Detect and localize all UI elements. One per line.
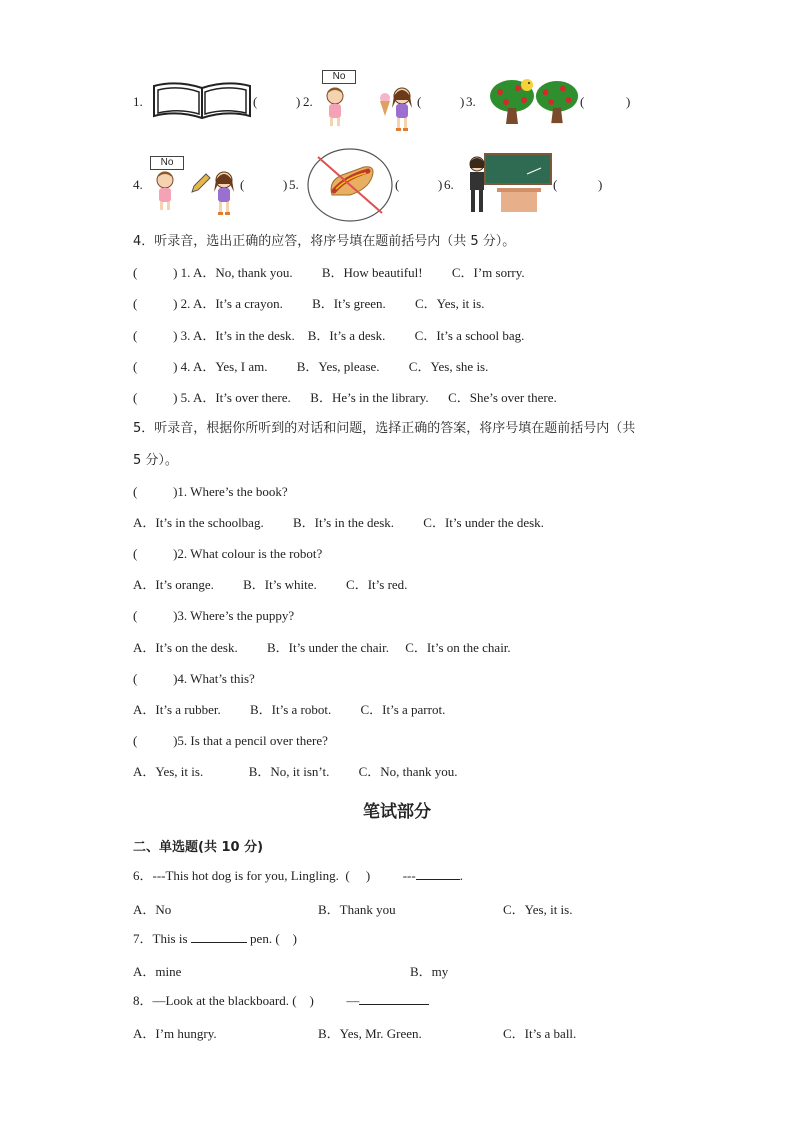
pic-q3-paren-close: ) xyxy=(626,94,631,109)
pic-q2-paren-close: ) xyxy=(460,94,465,109)
q7-option-a: A．mine xyxy=(133,964,182,979)
pic-q6-paren-close: ) xyxy=(598,177,603,192)
section4-item-3: ( ) 3. A．It’s in the desk. B．It’s a desk. C．It’s a school bag. xyxy=(133,328,525,343)
q7-question xyxy=(133,930,297,948)
apple-tree-icon xyxy=(534,78,580,128)
q6-text: 6．---This hot dog is for you, Lingling. ( ) --- xyxy=(133,868,416,883)
section5-q5: ( )5. Is that a pencil over there? xyxy=(133,733,328,748)
girl-icon xyxy=(150,170,180,212)
q8-question xyxy=(133,992,429,1010)
section4-item-2: ( ) 2. A．It’s a crayon. B．It’s green. C．Yes, it is. xyxy=(133,296,485,311)
pic-q1-number: 1. xyxy=(133,94,143,109)
pencil-icon xyxy=(190,172,212,194)
section5-q3-options: A．It’s on the desk. B．It’s under the chair. C．It’s on the chair. xyxy=(133,640,511,655)
pic-q1-paren-close: ) xyxy=(296,94,301,109)
pic-q2-number: 2. xyxy=(303,94,313,109)
q8-option-b: B．Yes, Mr. Green. xyxy=(318,1026,422,1041)
pic-q5-paren-open: ( xyxy=(395,177,400,192)
written-part-title: 笔试部分 xyxy=(363,802,431,822)
section5-q3: ( )3. Where’s the puppy? xyxy=(133,608,295,623)
pic-q4-number: 4. xyxy=(133,177,143,192)
girl-with-bag-icon xyxy=(388,86,416,132)
section4-item-1: ( ) 1. A．No, thank you. B．How beautiful! C．I’m sorry. xyxy=(133,265,525,280)
open-book-icon xyxy=(152,80,252,120)
pic-q2-paren-open: ( xyxy=(417,94,422,109)
pic-q5-number: 5. xyxy=(289,177,299,192)
q6-question: 6．---This hot dog is for you, Lingling. ( ) --- . xyxy=(133,868,463,883)
q8-blank[interactable] xyxy=(359,992,429,1005)
q8-text: 8．—Look at the blackboard. ( ) — xyxy=(133,993,360,1008)
pic-q4-paren-open: ( xyxy=(240,177,245,192)
teacher-blackboard-icon xyxy=(465,152,553,216)
section5-heading-line2: 5 分）。 xyxy=(133,453,178,468)
pic-q6-paren-open: ( xyxy=(553,177,558,192)
no-label-box: No xyxy=(322,70,356,84)
girl-icon xyxy=(320,86,350,128)
section2-heading: 二、单选题(共 10 分) xyxy=(133,840,264,855)
pic-q3-number: 3. xyxy=(466,94,476,109)
section4-item-5: ( ) 5. A．It’s over there. B．He’s in the library. C．She’s over there. xyxy=(133,390,557,405)
section4-item-4: ( ) 4. A．Yes, I am. B．Yes, please. C．Yes, she is. xyxy=(133,359,489,374)
q8-option-a: A．I’m hungry. xyxy=(133,1026,217,1041)
no-label-box: No xyxy=(150,156,184,170)
q8-option-c: C．It’s a ball. xyxy=(503,1026,577,1041)
section5-q5-options: A．Yes, it is. B．No, it isn’t. C．No, thank you. xyxy=(133,764,458,779)
q7-option-b: B．my xyxy=(410,964,449,979)
section5-heading-line1: 5．听录音，根据你所听到的对话和问题，选择正确的答案，将序号填在题前括号内（共 xyxy=(133,421,636,436)
girl-with-bag-icon xyxy=(210,170,238,216)
pic-q5-paren-close: ) xyxy=(438,177,443,192)
section5-q4: ( )4. What’s this? xyxy=(133,671,255,686)
q7-text-post: pen. ( ) xyxy=(246,931,297,946)
section5-q4-options: A．It’s a rubber. B．It’s a robot. C．It’s a parrot. xyxy=(133,702,446,717)
q6-blank[interactable] xyxy=(416,867,460,880)
pic-q6-number: 6. xyxy=(444,177,454,192)
section5-q1-options: A．It’s in the schoolbag. B．It’s in the desk. C．It’s under the desk. xyxy=(133,515,544,530)
section5-q1: ( )1. Where’s the book? xyxy=(133,484,288,499)
pic-q3-paren-open: ( xyxy=(580,94,585,109)
q6-option-b: B．Thank you xyxy=(318,902,396,917)
q6-option-a: A．No xyxy=(133,902,172,917)
q6-option-c: C．Yes, it is. xyxy=(503,902,573,917)
section5-q2-options: A．It’s orange. B．It’s white. C．It’s red. xyxy=(133,577,408,592)
pic-q4-paren-close: ) xyxy=(283,177,288,192)
pic-q1-paren-open: ( xyxy=(253,94,258,109)
section4-heading: 4．听录音，选出正确的应答，将序号填在题前括号内（共 5 分）。 xyxy=(133,234,516,249)
q7-blank[interactable] xyxy=(191,930,247,943)
section5-q2: ( )2. What colour is the robot? xyxy=(133,546,323,561)
bird-icon xyxy=(520,78,534,92)
no-hot-dog-icon xyxy=(306,147,394,223)
q7-text-pre: 7．This is xyxy=(133,931,191,946)
